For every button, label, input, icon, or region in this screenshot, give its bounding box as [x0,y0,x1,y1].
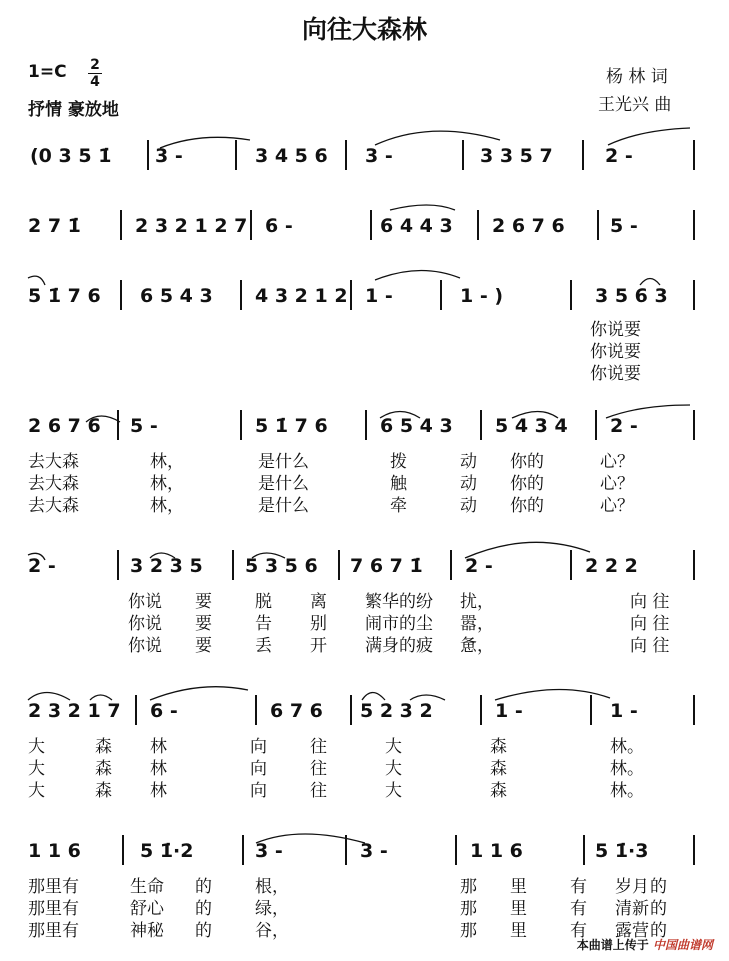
lyric-word: 里 [510,877,527,897]
bar-line [693,695,695,725]
bar-line [693,550,695,580]
measure-notes: 1 - [365,285,393,307]
lyric-word: 林， [150,496,184,516]
slur [150,687,248,700]
bar-line [250,210,252,240]
measure-notes: 5 4 3 4 [495,415,568,437]
lyric-word: 要 [195,592,212,612]
lyric-word: 林。 [610,759,644,779]
lyric-word: 往 [310,737,327,757]
bar-line [135,695,137,725]
lyric-word: 脱 [255,592,272,612]
lyric-word: 的 [195,899,212,919]
lyric-word: 是什么 [258,452,309,472]
measure-notes: 2 6 7 6 [28,415,101,437]
slur [608,128,690,145]
lyric-word: 去大森 [28,452,79,472]
composer-credit: 王光兴 曲 [598,95,672,115]
bar-line [345,140,347,170]
measure-notes: 2 7 1̇ [28,215,81,237]
bar-line [693,140,695,170]
lyric-word: 岁月 [615,877,649,897]
lyric-word: 根， [255,877,289,897]
measure-notes: 3 - [365,145,393,167]
lyric-word: 林 [150,759,167,779]
measure-notes: 1 - [610,700,638,722]
lyric-word: 向 往 [630,614,670,634]
bar-line [693,410,695,440]
lyric-word: 心？ [600,474,634,494]
bar-line [480,410,482,440]
bar-line [232,550,234,580]
bar-line [235,140,237,170]
lyric-word: 向 往 [630,592,670,612]
lyric-word: 森 [490,781,507,801]
lyric-word: 动 [460,452,477,472]
lyric-word: 里 [510,899,527,919]
bar-line [455,835,457,865]
lyric-word: 你的 [510,452,544,472]
lyric-word: 有 [570,899,587,919]
measure-notes: 1 - ) [460,285,504,307]
lyric-word: 向 [250,781,267,801]
bar-line [122,835,124,865]
measure-notes: 5 1̇ 7 6 [28,285,101,307]
lyric-word: 牵 [390,496,407,516]
lyric-word: 那 [460,877,477,897]
measure-notes: 6 7 6 [270,700,323,722]
lyric-word: 的 [195,877,212,897]
lyric-word: 林， [150,474,184,494]
lyric-word: 向 [250,759,267,779]
lyric-word: 动 [460,496,477,516]
measure-notes: 2 6 7 6 [492,215,565,237]
measure-notes: 5 - [610,215,638,237]
measure-notes: 3 - [360,840,388,862]
lyric-line: 你说要 [590,320,641,340]
lyric-word: 要 [195,614,212,634]
lyric-word: 森 [490,759,507,779]
bar-line [693,280,695,310]
bar-line [477,210,479,240]
bar-line [693,835,695,865]
lyric-word: 扰， [460,592,494,612]
measure-notes: 5 1̇·2 [140,840,194,862]
measure-notes: 6 - [265,215,293,237]
lyric-word: 森 [490,737,507,757]
lyric-word: 大 [28,759,45,779]
measure-notes: 5 3 5 6 [245,555,318,577]
slur [28,276,45,285]
bar-line [462,140,464,170]
slur [375,131,500,145]
lyric-word: 清新 [615,899,649,919]
lyric-word: 是什么 [258,496,309,516]
measure-notes: 6 4 4 3 [380,215,453,237]
lyric-word: 那 [460,921,477,941]
measure-notes: 2 - [465,555,493,577]
measure-notes: 3 2 3 5 [130,555,203,577]
lyric-word: 有 [570,877,587,897]
bar-line [595,410,597,440]
lyric-word: 是什么 [258,474,309,494]
time-sig-bottom: 4 [90,74,100,90]
bar-line [117,410,119,440]
lyric-word: 向 [250,737,267,757]
lyric-word: 谷， [255,921,289,941]
bar-line [583,835,585,865]
bar-line [242,835,244,865]
bar-line [597,210,599,240]
lyric-word: 去大森 [28,496,79,516]
lyric-word: 林， [150,452,184,472]
tempo-marking: 抒情 豪放地 [28,100,119,120]
measure-notes: 3 - [155,145,183,167]
lyric-word: 开 [310,636,327,656]
lyric-word: 有 [570,921,587,941]
lyric-word: 你说 [128,636,162,656]
bar-line [255,695,257,725]
lyric-word: 那里有 [28,921,79,941]
lyric-word: 惫， [460,636,494,656]
bar-line [147,140,149,170]
slur [28,693,70,701]
lyric-word: 嚣， [460,614,494,634]
lyric-word: 生命 [130,877,164,897]
lyric-word: 露营 [615,921,649,941]
footer-credit: 本曲谱上传于 中国曲谱网 [576,938,713,952]
measure-notes: 1 1 6 [28,840,81,862]
lyric-word: 大 [28,737,45,757]
lyric-word: 你的 [510,474,544,494]
time-sig-top: 2 [90,57,100,73]
lyric-word: 舒心 [130,899,164,919]
lyric-word: 林。 [610,737,644,757]
measure-notes: 6 - [150,700,178,722]
bar-line [350,695,352,725]
lyric-word: 的 [650,899,667,919]
lyric-word: 要 [195,636,212,656]
lyric-word: 林 [150,737,167,757]
measure-notes: (0 3 5 1̇ [30,145,112,167]
lyric-word: 那里有 [28,877,79,897]
measure-notes: 2 - [28,555,56,577]
lyric-word: 大 [385,737,402,757]
lyric-line: 你说要 [590,364,641,384]
bar-line [365,410,367,440]
lyric-word: 丢 [255,636,272,656]
key-signature: 1=C [28,62,67,82]
measure-notes: 2 3 2 1 2 7 [135,215,248,237]
measure-notes: 5 - [130,415,158,437]
bar-line [570,280,572,310]
slur [362,693,385,701]
lyric-word: 你的 [510,496,544,516]
bar-line [693,210,695,240]
measure-notes: 5 1̇ 7 6 [255,415,328,437]
bar-line [370,210,372,240]
bar-line [240,410,242,440]
lyric-word: 往 [310,759,327,779]
bar-line [450,550,452,580]
lyricist-credit: 杨 林 词 [606,67,668,87]
bar-line [590,695,592,725]
lyric-word: 林。 [610,781,644,801]
measure-notes: 7 6 7 1̇ [350,555,423,577]
measure-notes: 6 5 4 3 [140,285,213,307]
bar-line [120,210,122,240]
measure-notes: 6 5 4 3 [380,415,453,437]
lyric-word: 闹市的尘 [365,614,433,634]
lyric-line: 你说要 [590,342,641,362]
lyric-word: 的 [650,877,667,897]
lyric-word: 你说 [128,592,162,612]
bar-line [440,280,442,310]
measure-notes: 2 - [605,145,633,167]
lyric-word: 那 [460,899,477,919]
lyric-word: 的 [195,921,212,941]
time-signature [88,58,102,89]
lyric-word: 大 [28,781,45,801]
measure-notes: 3 4 5 6 [255,145,328,167]
measure-notes: 2 - [610,415,638,437]
measure-notes: 5 2 3 2 [360,700,433,722]
bar-line [480,695,482,725]
lyric-word: 森 [95,759,112,779]
lyric-word: 别 [310,614,327,634]
slur [495,689,610,700]
measure-notes: 3 - [255,840,283,862]
bar-line [345,835,347,865]
measure-notes: 1 1 6 [470,840,523,862]
lyric-word: 林 [150,781,167,801]
slur [375,270,460,280]
lyric-word: 森 [95,781,112,801]
lyric-word: 森 [95,737,112,757]
lyric-word: 里 [510,921,527,941]
lyric-word: 大 [385,781,402,801]
lyric-word: 往 [310,781,327,801]
lyric-word: 去大森 [28,474,79,494]
bar-line [570,550,572,580]
lyric-word: 你说 [128,614,162,634]
site-logo[interactable]: 中国曲谱网 [652,938,713,952]
lyric-word: 离 [310,592,327,612]
measure-notes: 4 3 2 1 2 [255,285,348,307]
lyric-word: 繁华的纷 [365,592,433,612]
lyric-word: 向 往 [630,636,670,656]
lyric-word: 心？ [600,452,634,472]
measure-notes: 1 - [495,700,523,722]
lyric-word: 大 [385,759,402,779]
lyric-word: 的 [650,921,667,941]
lyric-word: 心？ [600,496,634,516]
measure-notes: 3 3 5 7 [480,145,553,167]
bar-line [338,550,340,580]
lyric-word: 触 [390,474,407,494]
measure-notes: 3 5 6 3 [595,285,668,307]
bar-line [582,140,584,170]
lyric-word: 神秘 [130,921,164,941]
measure-notes: 2 2 2 [585,555,638,577]
measure-notes: 2 3 2 1 7 [28,700,121,722]
slur [390,205,455,210]
song-title: 向往大森林 [301,15,427,44]
bar-line [350,280,352,310]
lyric-word: 告 [255,614,272,634]
lyric-word: 绿， [255,899,289,919]
bar-line [120,280,122,310]
lyric-word: 拨 [390,452,407,472]
lyric-word: 那里有 [28,899,79,919]
bar-line [240,280,242,310]
bar-line [117,550,119,580]
measure-notes: 5 1̇·3 [595,840,649,862]
lyric-word: 满身的疲 [365,636,433,656]
lyric-word: 动 [460,474,477,494]
